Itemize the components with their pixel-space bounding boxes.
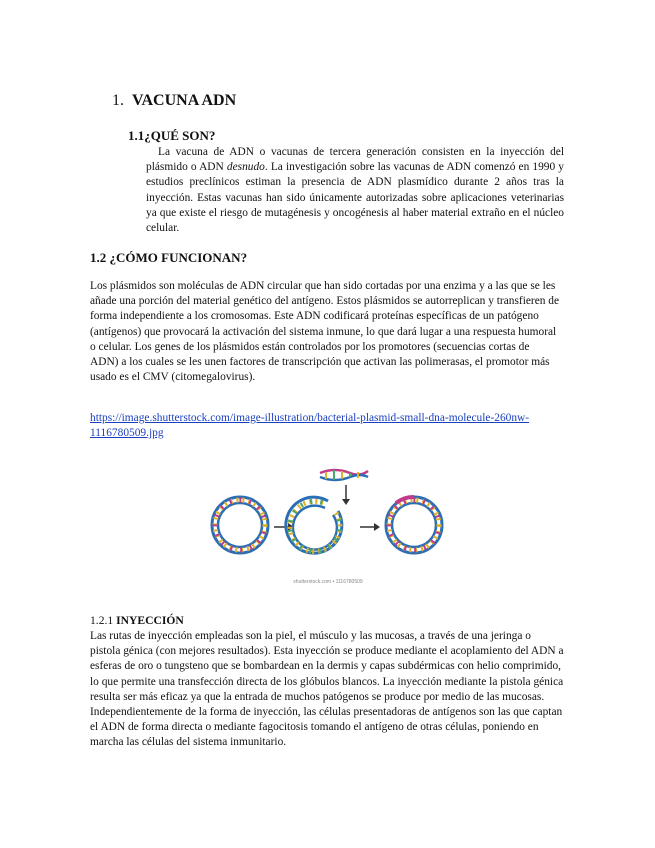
section-1-1-paragraph (146, 145, 564, 236)
down-arrow-icon (342, 485, 350, 505)
plasmid-circle-cut (286, 497, 342, 553)
dna-fragment (320, 470, 368, 480)
section-1-1-heading: 1.1¿QUÉ SON? (128, 128, 216, 143)
section-1-2-1-paragraph: Las rutas de inyección empleadas son la piel, el músculo y las mucosas, a través de una jeringa o pistola génica (con mejores resultados). Esta inyección se produce mediante el acoplamiento del ADN a esferas de oro o tungsteno que se bombardean en la dermis y capas subdérmicas con helio comprimido, lo que permite una transfección directa de los glóbulos blancos. La inyección mediante la pistola génica resulta ser más eficaz ya que la entrada de muchos patógenos se produce por medio de las mucosas. Independientemente de la forma de inyección, las células presentadoras de antígenos son las que captan el ADN de forma directa o mediante fagocitosis tomando el antígeno de otras células, poniendo en marcha las células del sistema inmunitario. (90, 630, 564, 749)
section-number: 1. (112, 92, 124, 109)
section-title: VACUNA ADN (132, 92, 237, 109)
paragraph-text-a: La vacuna de ADN o vacunas de tercera generación consisten en la inyección del plásmido o ADN (146, 146, 564, 174)
section-1-heading (112, 92, 236, 110)
paragraph-italic: desnudo (226, 161, 265, 174)
subsection-number: 1.2.1 (90, 614, 117, 627)
right-arrow-icon (360, 523, 380, 531)
section-1-2-1-heading (90, 614, 184, 627)
subsection-title: INYECCIÓN (116, 614, 184, 627)
plasmid-circle-intact (212, 497, 268, 553)
image-source-link[interactable]: https://image.shutterstock.com/image-illustration/bacterial-plasmid-small-dna-molecule-260nw-1116780509.jpg (90, 412, 530, 440)
paragraph-text-b: . La investigación sobre las vacunas de ADN comenzó en 1990 y estudios preclínicos estiman la presencia de ADN plasmídico durante 2 años tras la inyección. Estas vacunas han sido únicamente autorizadas sobre aplicaciones veterinarias ya que existe el riesgo de mutagénesis y oncogénesis al haber material extraño en el núcleo celular. (146, 161, 564, 235)
plasmid-illustration-svg (200, 463, 450, 591)
plasmid-illustration (200, 463, 450, 591)
image-credit: shutterstock.com • 1116780509 (293, 579, 363, 585)
plasmid-circle-recombinant (386, 497, 442, 553)
section-1-2-paragraph: Los plásmidos son moléculas de ADN circular que han sido cortadas por una enzima y a las que se les añade una porción del material genético del antígeno. Estos plásmidos se autorreplican y transfieren de forma independiente a los cromosomas. Este ADN codificará proteínas específicas de un patógeno (antígenos) que provocará la activación del sistema inmune, lo que dará lugar a una respuesta humoral o celular. Los genes de los plásmidos están controlados por los promotores (secuencias cortas de ADN) a los cuales se les unen factores de transcripción que activan las polimerasas, el promotor más usado es el CMV (citomegalovirus). (90, 280, 560, 384)
section-1-2-heading: 1.2 ¿CÓMO FUNCIONAN? (90, 250, 248, 265)
